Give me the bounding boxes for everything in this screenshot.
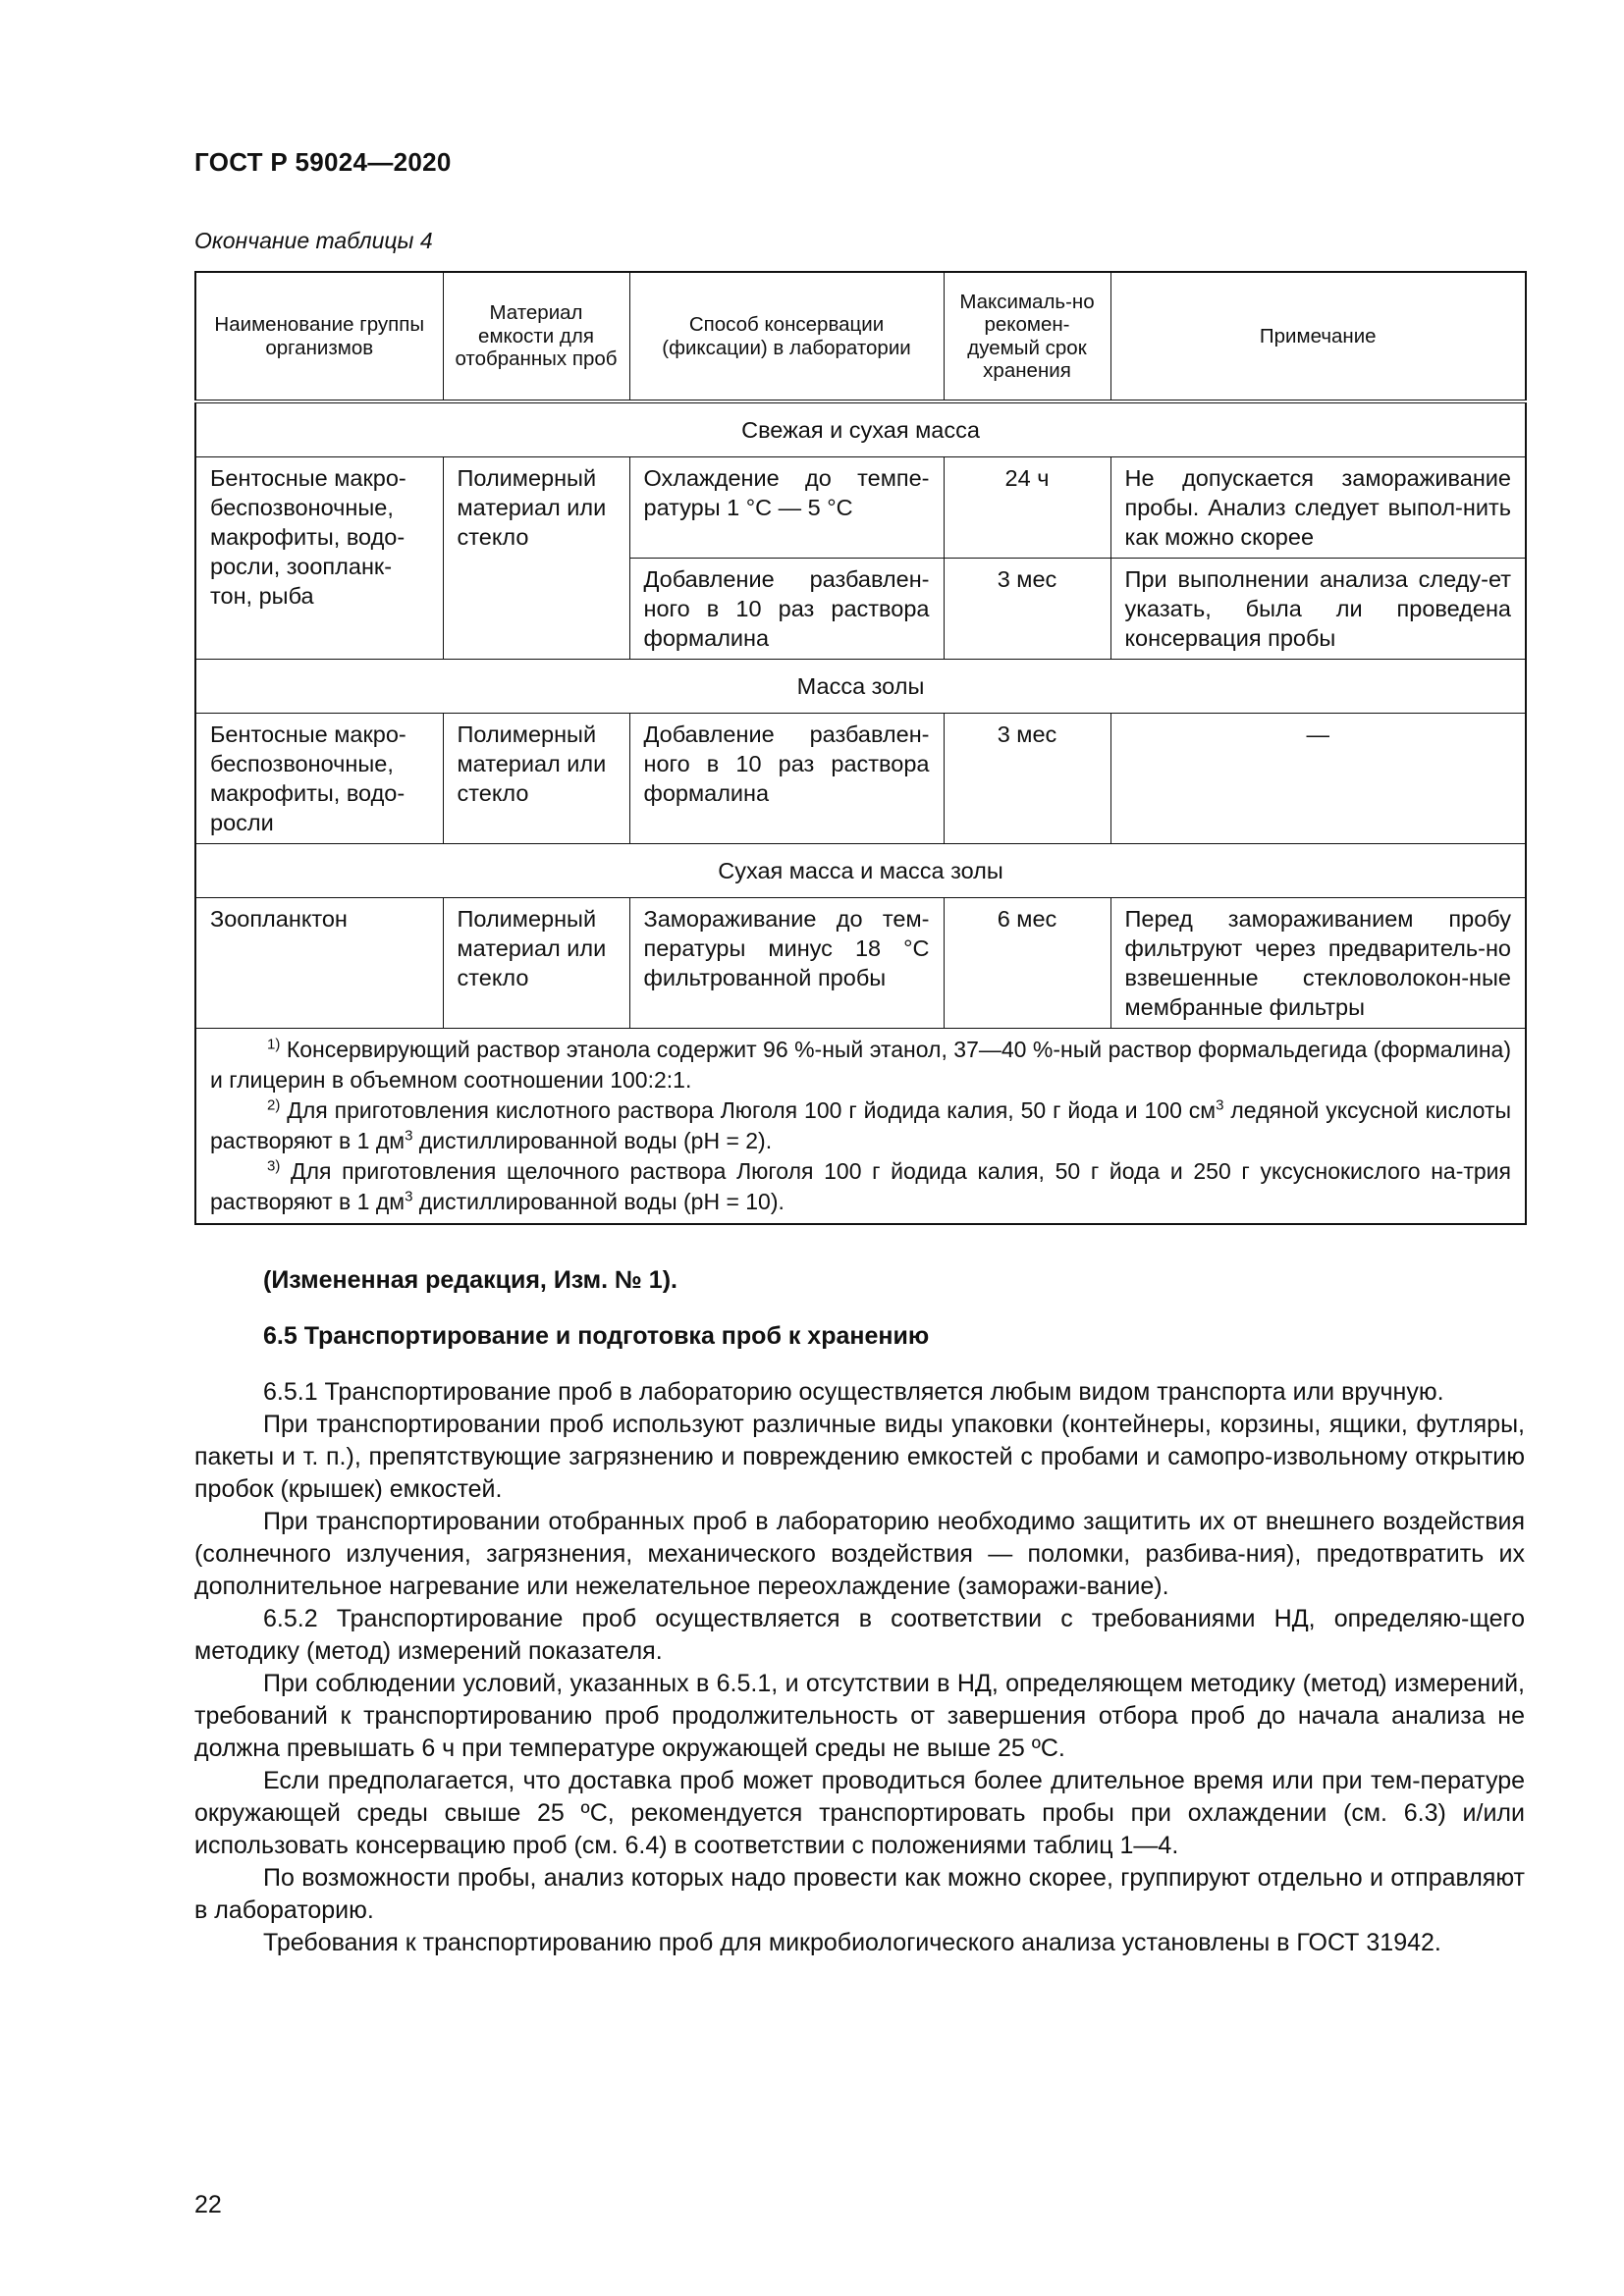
col-header-organism-group: Наименование группы организмов bbox=[195, 272, 443, 401]
col-header-container-material: Материал емкости для отобранных проб bbox=[443, 272, 629, 401]
cell-method: Добавление разбавлен-ного в 10 раз раствора формалина bbox=[629, 559, 944, 660]
group-row bbox=[195, 660, 1526, 714]
cell-term: 24 ч bbox=[944, 457, 1110, 559]
footnotes-cell bbox=[195, 1029, 1526, 1225]
table-caption: Окончание таблицы 4 bbox=[194, 228, 433, 253]
body-text bbox=[194, 1264, 1525, 1959]
footnote-3: $^{3)}$ Для приготовления щелочного раствора Люголя 100 г йодида калия, 50 г йода и 250 г уксуснокислого на-трия растворяют в 1 $дм^3$ дистиллированной воды (рН = 10). bbox=[210, 1157, 1511, 1214]
col-header-preservation-method: Способ консервации (фиксации) в лаборатории bbox=[629, 272, 944, 401]
group-title: Сухая масса и масса золы bbox=[195, 844, 1526, 898]
page-number: 22 bbox=[194, 2191, 222, 2218]
paragraph: Требования к транспортированию проб для микробиологического анализа установлены в ГОСТ 31942. bbox=[263, 1929, 1441, 1956]
cell-method: Замораживание до тем-пературы минус 18 °С фильтрованной пробы bbox=[629, 898, 944, 1029]
group-row bbox=[195, 401, 1526, 457]
cell-note: Не допускается замораживание пробы. Анализ следует выпол-нить как можно скорее bbox=[1110, 457, 1526, 559]
amendment-note: (Измененная редакция, Изм. № 1). bbox=[263, 1266, 677, 1294]
cell-note: Перед замораживанием пробу фильтруют через предваритель-но взвешенные стекловолокон-ные мембранные фильтры bbox=[1110, 898, 1526, 1029]
table-4 bbox=[194, 271, 1527, 1225]
table-header-row bbox=[195, 272, 1526, 401]
group-title: Масса золы bbox=[195, 660, 1526, 714]
section-heading: 6.5 Транспортирование и подготовка проб к хранению bbox=[263, 1322, 930, 1350]
paragraph: При транспортировании отобранных проб в лабораторию необходимо защитить их от внешнего воздействия (солнечного излучения, загрязнения, механического воздействия — поломки, разбива-ния), предотвратить их дополнительное нагревание или нежелательное переохлаждение (заморажи-вание). bbox=[194, 1508, 1525, 1600]
cell-term: 3 мес bbox=[944, 714, 1110, 844]
cell-material: Полимерный материал или стекло bbox=[443, 714, 629, 844]
group-title: Свежая и сухая масса bbox=[195, 401, 1526, 457]
cell-method: Добавление разбавлен-ного в 10 раз раствора формалина bbox=[629, 714, 944, 844]
cell-organism: Бентосные макро-беспозвоночные, макрофиты, водо-росли, зоопланк-тон, рыба bbox=[195, 457, 443, 660]
cell-note: — bbox=[1110, 714, 1526, 844]
cell-organism: Бентосные макро-беспозвоночные, макрофиты, водо-росли bbox=[195, 714, 443, 844]
group-row bbox=[195, 844, 1526, 898]
paragraph: По возможности пробы, анализ которых надо провести как можно скорее, группируют отдельно и отправляют в лабораторию. bbox=[194, 1864, 1525, 1924]
footnotes-row bbox=[195, 1029, 1526, 1225]
footnote-1: $^{1)}$ Консервирующий раствор этанола содержит 96 %-ный этанол, 37—40 %-ный раствор формальдегида (формалина) и глицерин в объемном соотношении 100:2:1. bbox=[210, 1036, 1512, 1093]
paragraph: 6.5.1 Транспортирование проб в лабораторию осуществляется любым видом транспорта или вручную. bbox=[263, 1378, 1444, 1406]
paragraph: 6.5.2 Транспортирование проб осуществляется в соответствии с требованиями НД, определяю-щего методику (метод) измерений показателя. bbox=[194, 1605, 1525, 1665]
cell-material: Полимерный материал или стекло bbox=[443, 898, 629, 1029]
col-header-note: Примечание bbox=[1110, 272, 1526, 401]
cell-method: Охлаждение до темпе-ратуры 1 °С — 5 °С bbox=[629, 457, 944, 559]
paragraph: При транспортировании проб используют различные виды упаковки (контейнеры, корзины, ящики, футляры, пакеты и т. п.), препятствующие загрязнению и повреждению емкостей с пробами и самопро-извольному открытию пробок (крышек) емкостей. bbox=[194, 1411, 1525, 1503]
table-row bbox=[195, 898, 1526, 1029]
cell-material: Полимерный материал или стекло bbox=[443, 457, 629, 660]
document-id: ГОСТ Р 59024—2020 bbox=[194, 147, 452, 177]
footnote-2: $^{2)}$ Для приготовления кислотного раствора Люголя 100 г йодида калия, 50 г йода и 100 $см^3$ ледяной уксусной кислоты растворяют в 1 $дм^3$ дистиллированной воды (рН = 2). bbox=[210, 1096, 1512, 1153]
cell-term: 6 мес bbox=[944, 898, 1110, 1029]
cell-term: 3 мес bbox=[944, 559, 1110, 660]
cell-organism: Зоопланктон bbox=[195, 898, 443, 1029]
cell-note: При выполнении анализа следу-ет указать, была ли проведена консервация пробы bbox=[1110, 559, 1526, 660]
table-row bbox=[195, 714, 1526, 844]
col-header-storage-term: Максималь-но рекомен-дуемый срок хранения bbox=[944, 272, 1110, 401]
paragraph: Если предполагается, что доставка проб может проводиться более длительное время или при тем-пературе окружающей среды свыше 25 ºС, рекомендуется транспортировать пробы при охлаждении (см. 6.3) и/или использовать консервацию проб (см. 6.4) в соответствии с положениями таблиц 1—4. bbox=[194, 1767, 1525, 1859]
table-row bbox=[195, 457, 1526, 559]
paragraph: При соблюдении условий, указанных в 6.5.1, и отсутствии в НД, определяющем методику (метод) измерений, требований к транспортированию проб продолжительность от завершения отбора проб до начала анализа не должна превышать 6 ч при температуре окружающей среды не выше 25 ºС. bbox=[194, 1670, 1525, 1762]
